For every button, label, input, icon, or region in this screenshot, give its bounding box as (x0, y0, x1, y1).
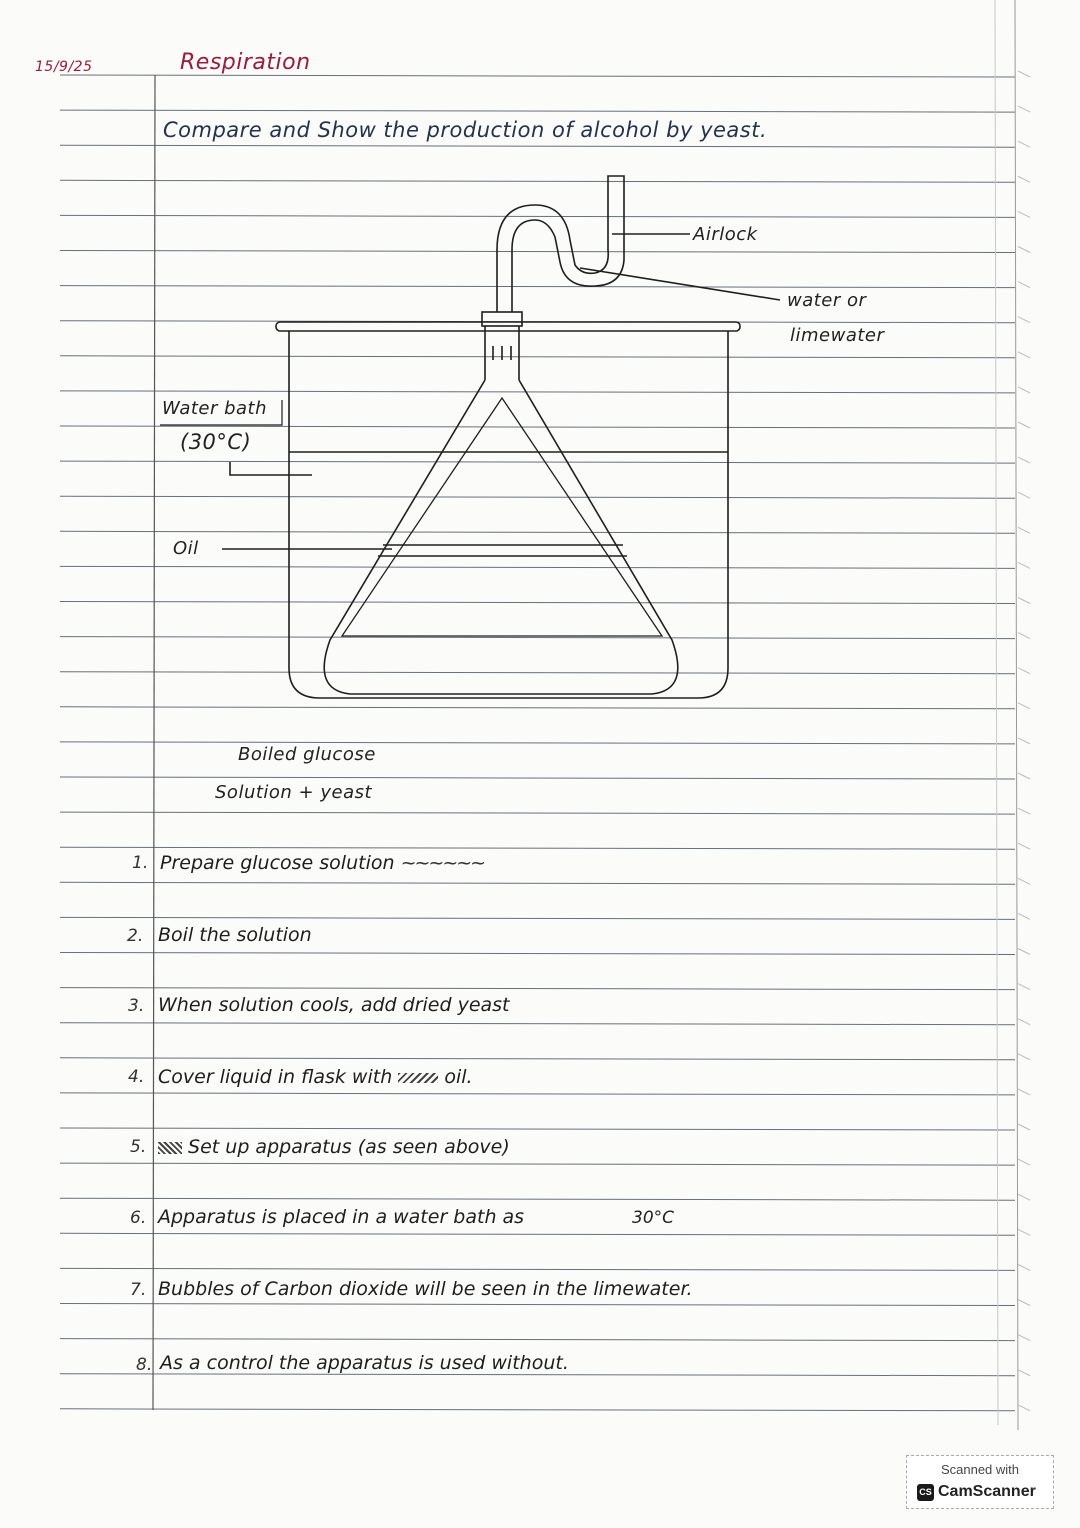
crossed-out-scribble (398, 1073, 438, 1083)
step-number: 4. (128, 1067, 145, 1087)
ruled-line (60, 1058, 1015, 1060)
water-label-line1: water or (787, 290, 867, 311)
step-number: 5. (130, 1137, 147, 1157)
ruled-line (60, 1409, 1015, 1411)
water-bath-beaker (289, 331, 728, 698)
page-title: Respiration (180, 50, 311, 75)
water-label-line2: limewater (790, 325, 885, 346)
edge-tick (1018, 1089, 1030, 1095)
edge-tick (1018, 1300, 1030, 1306)
edge-tick (1018, 1054, 1030, 1060)
bath-label-line2: (30°C) (180, 430, 252, 454)
ruled-line (60, 1023, 1015, 1025)
page-subtitle: Compare and Show the production of alcohol by yeast. (163, 118, 768, 142)
water-pointer (580, 268, 780, 300)
bath-label-line1: Water bath (162, 398, 268, 419)
edge-tick (1018, 949, 1030, 955)
edge-tick (1018, 1194, 1030, 1200)
ruled-line (60, 988, 1015, 990)
edge-tick (1018, 843, 1030, 849)
ruled-line (60, 953, 1015, 955)
step-number: 1. (132, 853, 149, 873)
ruled-line (60, 1233, 1015, 1235)
ruled-line (60, 1268, 1015, 1270)
step-number: 6. (130, 1208, 147, 1228)
ruled-line (60, 917, 1015, 919)
contents-label-line2: Solution + yeast (215, 782, 373, 803)
watermark-brand: CamScanner (938, 1483, 1036, 1500)
ruled-line (60, 812, 1015, 814)
camscanner-logo-icon: CS (917, 1484, 934, 1501)
step-text: As a control the apparatus is used without. (160, 1352, 569, 1374)
step-text: Bubbles of Carbon dioxide will be seen in the limewater. (158, 1278, 693, 1300)
ruled-line (60, 847, 1015, 849)
edge-tick (1018, 984, 1030, 990)
step-number: 8. (136, 1355, 153, 1375)
ruled-line (60, 1198, 1015, 1200)
ruled-line (60, 1163, 1015, 1165)
ruled-line (60, 1093, 1015, 1095)
step-text: Cover liquid in flask with oil. (158, 1066, 473, 1088)
ruled-line (60, 777, 1015, 779)
ruled-line (60, 1339, 1015, 1341)
step-text: Prepare glucose solution ~~~~~~ (160, 852, 485, 874)
edge-tick (1018, 1124, 1030, 1130)
airlock-label: Airlock (693, 224, 758, 245)
ruled-line (60, 1304, 1015, 1306)
ruled-line (60, 1374, 1015, 1376)
edge-tick (1018, 1335, 1030, 1341)
edge-tick (1018, 1405, 1030, 1411)
watermark-caption: Scanned with (940, 1462, 1020, 1477)
bath-pointer (230, 462, 312, 475)
contents-label-line1: Boiled glucose (238, 744, 376, 765)
ruled-line (60, 882, 1015, 884)
crossed-out-scribble: ~~~~~~ (400, 852, 485, 874)
camscanner-watermark (906, 1455, 1054, 1509)
step-text: Boil the solution (158, 924, 312, 946)
step-number: 7. (130, 1280, 147, 1300)
edge-tick (1018, 808, 1030, 814)
crossed-out-scribble (158, 1142, 182, 1154)
edge-tick (1018, 1370, 1030, 1376)
edge-tick (1018, 773, 1030, 779)
step-number: 3. (128, 996, 145, 1016)
edge-tick (1018, 1229, 1030, 1235)
date-text: 15/9/25 (35, 59, 93, 75)
step-tail: 30°C (632, 1208, 675, 1228)
step-number: 2. (127, 926, 144, 946)
ruled-line (60, 1128, 1015, 1130)
oil-label: Oil (173, 538, 199, 559)
step-text: Apparatus is placed in a water bath as (158, 1206, 525, 1228)
step-text: When solution cools, add dried yeast (158, 994, 510, 1016)
fermentation-apparatus-diagram (0, 0, 1080, 760)
edge-tick (1018, 878, 1030, 884)
step-text: Set up apparatus (as seen above) (158, 1136, 510, 1158)
conical-flask (324, 380, 678, 694)
edge-tick (1018, 1264, 1030, 1270)
edge-tick (1018, 913, 1030, 919)
flask-stopper (482, 312, 522, 326)
edge-tick (1018, 1019, 1030, 1025)
edge-tick (1018, 1159, 1030, 1165)
airlock-tube (497, 176, 624, 312)
